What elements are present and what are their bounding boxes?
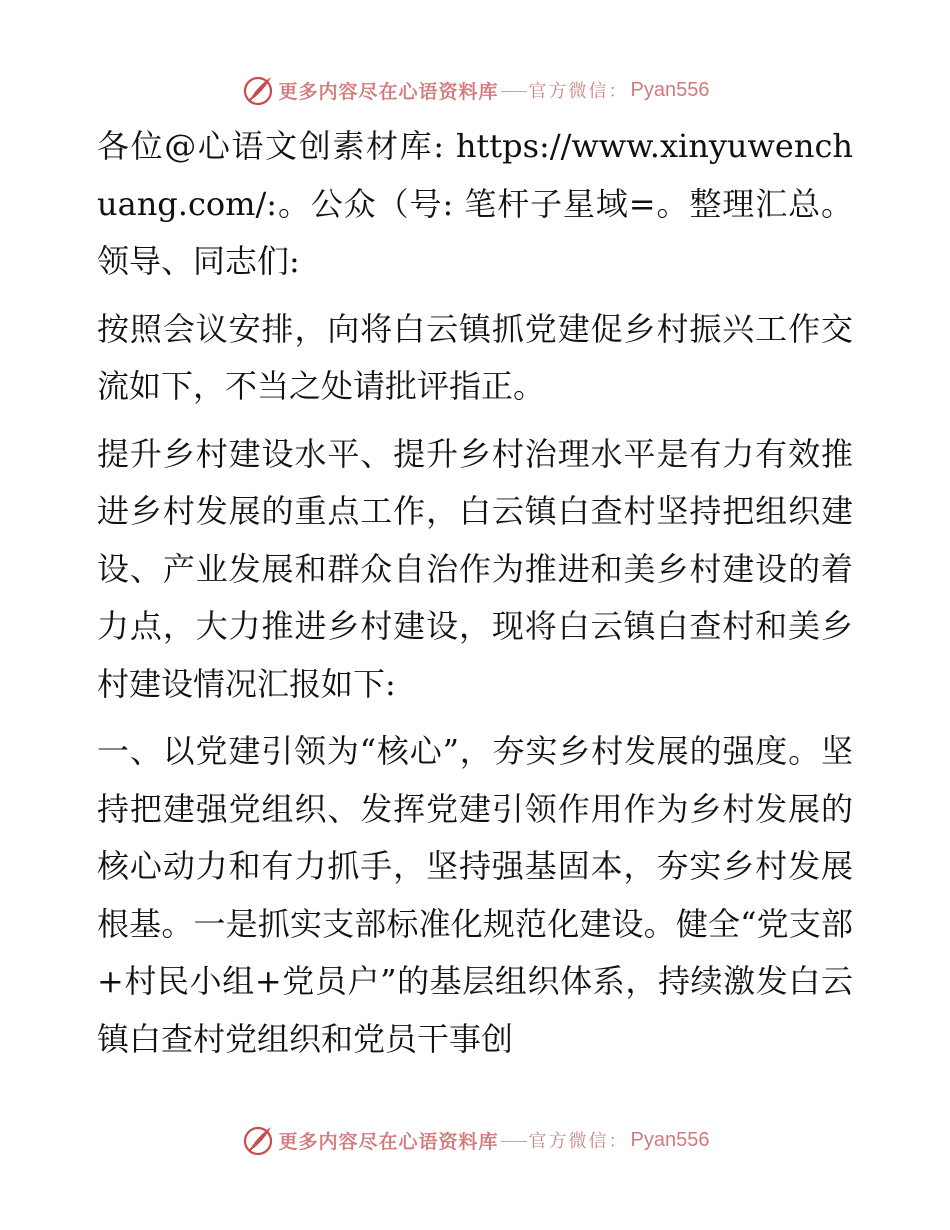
banner-brand-text: 更多内容尽在心语资料库 xyxy=(278,1130,499,1153)
banner-dash xyxy=(501,1141,527,1142)
document-body xyxy=(97,118,853,1078)
paragraph-overview: 提升乡村建设水平、提升乡村治理水平是有力有效推进乡村发展的重点工作，白云镇白查村坚持把组织建设、产业发展和群众自治作为推进和美乡村建设的着力点，大力推进乡村建设，现将白云镇白查村和美乡村建设情况汇报如下: xyxy=(97,434,853,703)
banner-brand-text: 更多内容尽在心语资料库 xyxy=(278,80,499,103)
banner-wechat-id: Pyan556 xyxy=(630,78,710,101)
paragraph-section-one: 一、以党建引领为“核心”，夯实乡村发展的强度。坚持把建强党组织、发挥党建引领作用作为乡村发展的核心动力和有力抓手，坚持强基固本，夯实乡村发展根基。一是抓实支部标准化规范化建设。健全“党支部+村民小组+党员户”的基层组织体系，持续激发白云镇白查村党组织和党员干事创 xyxy=(97,732,853,1058)
quill-logo-icon xyxy=(241,73,275,107)
banner-wechat-id: Pyan556 xyxy=(630,1128,710,1151)
paragraph-intro: 按照会议安排，向将白云镇抓党建促乡村振兴工作交流如下，不当之处请批评指正。 xyxy=(97,309,853,405)
quill-logo-icon xyxy=(241,1123,275,1157)
paragraph-greeting: 各位@心语文创素材库: https://www.xinyuwenchuang.com/:。公众（号: 笔杆子星域=。整理汇总。领导、同志们: xyxy=(97,127,853,280)
header-banner xyxy=(0,70,950,110)
banner-official-label: 官方微信： xyxy=(528,81,629,102)
banner-dash xyxy=(501,91,527,92)
footer-banner xyxy=(0,1120,950,1160)
banner-official-label: 官方微信： xyxy=(528,1131,629,1152)
